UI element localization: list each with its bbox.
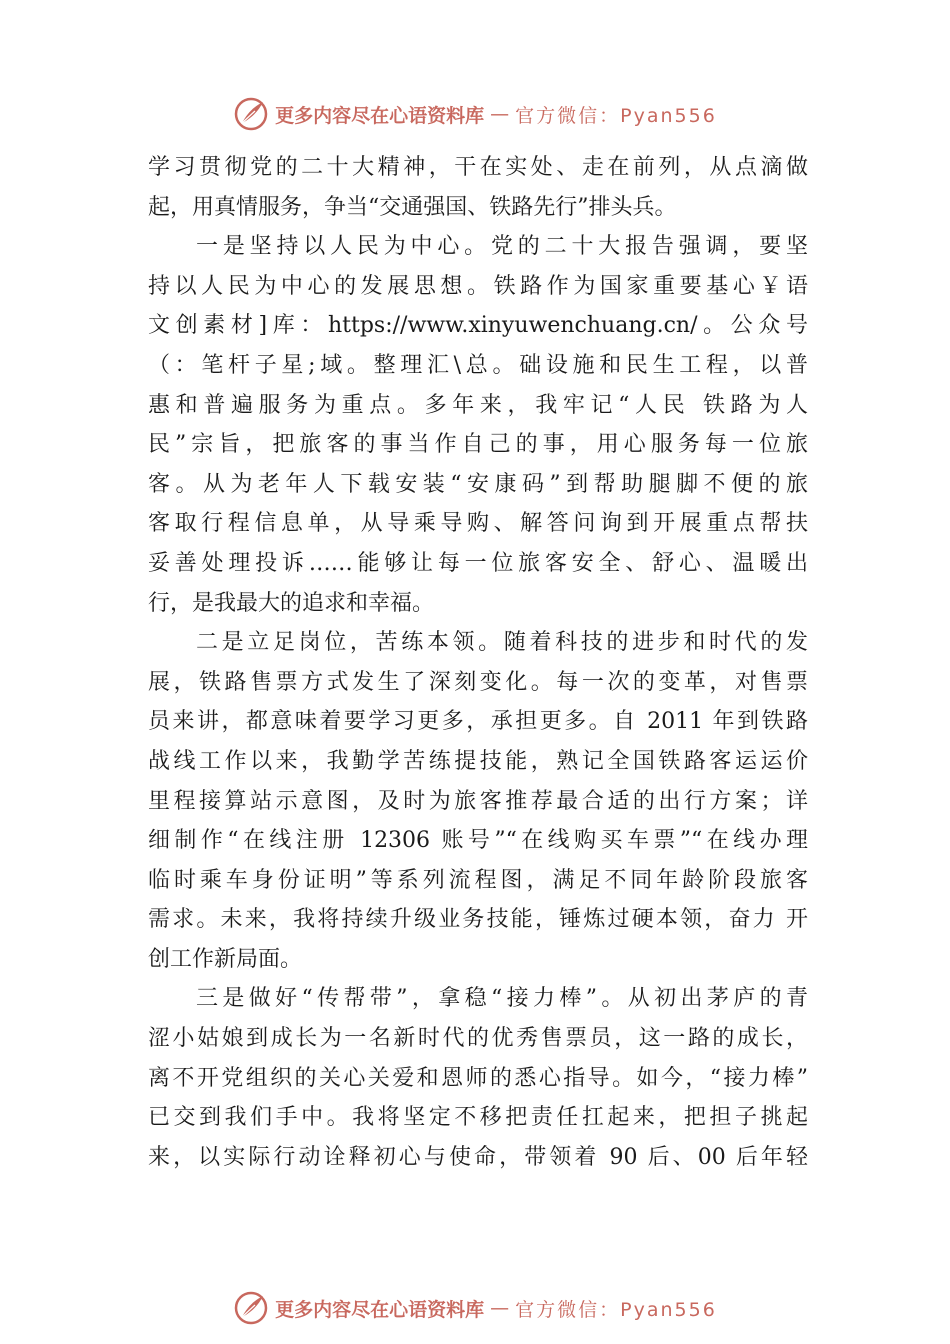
text-line: 需求。未来，我将持续升级业务技能，锤炼过硬本领，奋力 开 [148,907,808,933]
text-line: 里程接算站示意图，及时为旅客推荐最合适的出行方案；详 [148,788,808,814]
paragraph-start-line: 二是立足岗位，苦练本领。随着科技的进步和时代的发 [196,630,808,656]
paragraph-start-line: 三是做好“传帮带”，拿稳“接力棒”。从初出茅庐的青 [196,986,808,1012]
document-body [148,148,808,1177]
text-line: 来，以实际行动诠释初心与使命，带领着 90 后、00 后年轻 [148,1144,808,1170]
text-line: 离不开党组织的关心关爱和恩师的悉心指导。如今，“接力棒” [148,1065,808,1091]
text-line: 行，是我最大的追求和幸福。 [148,590,435,616]
text-line: 客。从为老年人下载安装“安康码”到帮助腿脚不便的旅 [148,471,808,497]
banner-separator: — [490,103,510,125]
text-line: 民”宗旨，把旅客的事当作自己的事，用心服务每一位旅 [148,432,808,458]
banner-title: 更多内容尽在心语资料库 [275,104,485,127]
banner-contact: 官方微信：Pyan556 [515,104,717,127]
text-line: 持以人民为中心的发展思想。铁路作为国家重要基心￥语 [148,273,808,299]
text-line: 客取行程信息单，从导乘导购、解答问询到开展重点帮扶 [148,511,808,537]
footer-banner [0,1286,950,1330]
text-line: 妥善处理投诉……能够让每一位旅客安全、舒心、温暖出 [148,550,808,576]
text-line: 起，用真情服务，争当“交通强国、铁路先行”排头兵。 [148,194,677,220]
paragraph-start-line: 一是坚持以人民为中心。党的二十大报告强调，要坚 [196,234,808,260]
banner-separator: — [490,1297,510,1319]
text-line: 员来讲，都意味着要学习更多，承担更多。自 2011 年到铁路 [148,709,808,735]
text-line: 战线工作以来，我勤学苦练提技能，熟记全国铁路客运运价 [148,748,808,774]
header-banner [0,92,950,136]
quill-logo-icon [233,96,269,132]
banner-contact: 官方微信：Pyan556 [515,1298,717,1321]
quill-logo-icon [233,1290,269,1326]
text-line: 惠和普遍服务为重点。多年来，我牢记“人民 铁路为人 [148,392,808,418]
text-line: 细制作“在线注册 12306 账号”“在线购买车票”“在线办理 [148,828,808,854]
text-line: 展，铁路售票方式发生了深刻变化。每一次的变革，对售票 [148,669,808,695]
text-line: 涩小姑娘到成长为一名新时代的优秀售票员，这一路的成长， [148,1026,808,1052]
text-line: （：笔杆子星;域。整理汇\总。础设施和民生工程，以普 [148,352,808,378]
text-line: 已交到我们手中。我将坚定不移把责任扛起来，把担子挑起 [148,1105,808,1131]
text-line: 文创素材]库：https://www.xinyuwenchuang.cn/。公众号 [148,313,808,339]
text-line: 创工作新局面。 [148,946,303,972]
text-line: 临时乘车身份证明”等系列流程图，满足不同年龄阶段旅客 [148,867,808,893]
banner-title: 更多内容尽在心语资料库 [275,1298,485,1321]
text-line: 学习贯彻党的二十大精神，干在实处、走在前列，从点滴做 [148,155,808,180]
